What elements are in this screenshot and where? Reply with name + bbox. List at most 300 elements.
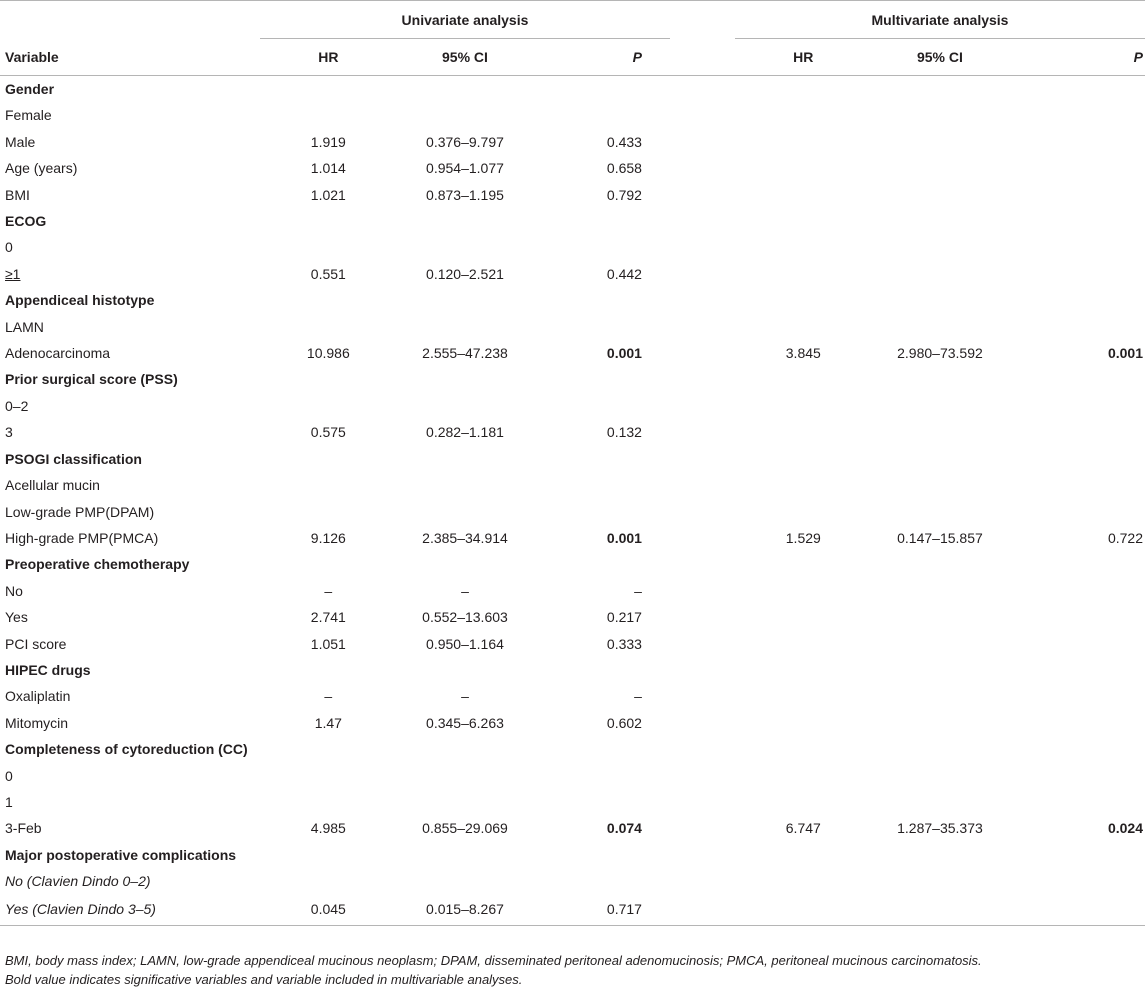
uni-hr-cell: 1.919 bbox=[310, 133, 346, 150]
multi-ci-cell bbox=[872, 208, 1009, 234]
multi-hr-cell bbox=[735, 551, 872, 577]
uni-hr-cell bbox=[260, 76, 397, 103]
table-row bbox=[0, 499, 1145, 525]
uni-ci-cell: 0.950–1.164 bbox=[426, 635, 504, 652]
multi-p-cell bbox=[1008, 366, 1145, 392]
uni-ci-cell bbox=[397, 314, 534, 340]
uni-p-cell: 0.717 bbox=[533, 895, 670, 926]
uni-ci-header: 95% CI bbox=[397, 39, 534, 76]
uni-hr-cell bbox=[260, 102, 397, 128]
uni-p-cell bbox=[533, 657, 670, 683]
uni-hr-cell: 10.986 bbox=[306, 345, 350, 362]
uni-p-header: P bbox=[533, 39, 670, 76]
uni-hr-cell bbox=[260, 789, 397, 815]
uni-p-cell bbox=[533, 208, 670, 234]
multi-ci-cell bbox=[872, 499, 1009, 525]
multi-p-cell bbox=[1008, 446, 1145, 472]
multi-hr-cell bbox=[735, 182, 872, 208]
multi-p-cell bbox=[1008, 208, 1145, 234]
uni-p-cell: 0.132 bbox=[606, 424, 642, 441]
uni-ci-cell: 0.345–6.263 bbox=[426, 714, 504, 731]
multi-hr-cell: 6.747 bbox=[785, 820, 821, 837]
gap-cell bbox=[670, 499, 735, 525]
variable-cell: BMI bbox=[5, 186, 30, 203]
gap-cell bbox=[670, 261, 735, 287]
multi-hr-cell bbox=[735, 578, 872, 604]
multi-p-cell bbox=[1008, 102, 1145, 128]
table-row bbox=[0, 340, 1145, 366]
table-footnotes bbox=[5, 951, 982, 989]
multi-hr-cell bbox=[735, 102, 872, 128]
table-row bbox=[0, 234, 1145, 260]
multi-ci-cell bbox=[872, 842, 1009, 868]
uni-hr-cell: 1.051 bbox=[310, 635, 346, 652]
table-body bbox=[0, 76, 1145, 926]
uni-p-cell: 0.442 bbox=[606, 265, 642, 282]
variable-cell: 0–2 bbox=[5, 397, 29, 414]
multi-hr-cell bbox=[735, 446, 872, 472]
uni-ci-cell: 2.385–34.914 bbox=[422, 529, 508, 546]
table-row bbox=[0, 604, 1145, 630]
table-row bbox=[0, 868, 1145, 894]
gap-cell bbox=[670, 393, 735, 419]
multi-ci-cell bbox=[872, 551, 1009, 577]
table-row bbox=[0, 683, 1145, 709]
multi-hr-cell bbox=[735, 472, 872, 498]
gap-cell bbox=[670, 789, 735, 815]
multi-hr-cell bbox=[735, 366, 872, 392]
multi-ci-cell bbox=[872, 366, 1009, 392]
gap-cell bbox=[670, 129, 735, 155]
table-row bbox=[0, 525, 1145, 551]
uni-p-cell bbox=[533, 102, 670, 128]
uni-ci-cell bbox=[397, 208, 534, 234]
variable-cell: High-grade PMP(PMCA) bbox=[5, 529, 159, 546]
multi-ci-cell bbox=[872, 657, 1009, 683]
multi-p-cell bbox=[1008, 393, 1145, 419]
variable-cell: Low-grade PMP(DPAM) bbox=[5, 503, 155, 520]
gap-cell bbox=[670, 657, 735, 683]
footnote-bold-note: Bold value indicates significative variables and variable included in multivariable analyses. bbox=[5, 972, 523, 987]
multi-p-cell bbox=[1008, 789, 1145, 815]
category-label: Major postoperative complications bbox=[5, 846, 237, 863]
uni-ci-cell bbox=[397, 551, 534, 577]
uni-hr-cell bbox=[260, 499, 397, 525]
gap-cell bbox=[670, 631, 735, 657]
multi-ci-cell bbox=[872, 129, 1009, 155]
uni-ci-cell bbox=[397, 446, 534, 472]
multi-hr-cell bbox=[735, 129, 872, 155]
multi-p-cell bbox=[1008, 182, 1145, 208]
variable-cell: 0 bbox=[5, 239, 13, 256]
variable-cell: 3-Feb bbox=[5, 820, 42, 837]
multi-hr-cell bbox=[735, 789, 872, 815]
uni-p-cell: – bbox=[634, 582, 642, 599]
category-row bbox=[0, 446, 1145, 472]
multi-p-cell bbox=[1008, 578, 1145, 604]
multi-ci-header: 95% CI bbox=[872, 39, 1009, 76]
variable-cell: LAMN bbox=[5, 318, 44, 335]
multi-ci-cell bbox=[872, 102, 1009, 128]
category-label: ECOG bbox=[5, 213, 47, 230]
table-row bbox=[0, 182, 1145, 208]
table-row bbox=[0, 102, 1145, 128]
multivariate-header bbox=[735, 1, 1145, 40]
uni-p-cell bbox=[533, 366, 670, 392]
multi-hr-cell bbox=[735, 393, 872, 419]
header-gap bbox=[670, 39, 735, 76]
gap-cell bbox=[670, 842, 735, 868]
gap-cell bbox=[670, 604, 735, 630]
variable-cell: 1 bbox=[5, 793, 13, 810]
uni-ci-cell bbox=[397, 763, 534, 789]
table-row bbox=[0, 155, 1145, 181]
multi-ci-cell: 1.287–35.373 bbox=[897, 820, 983, 837]
uni-ci-cell bbox=[397, 657, 534, 683]
uni-p-cell: 0.602 bbox=[606, 714, 642, 731]
uni-hr-cell bbox=[260, 208, 397, 234]
multi-ci-cell bbox=[872, 631, 1009, 657]
multi-ci-cell bbox=[872, 446, 1009, 472]
multi-ci-cell bbox=[872, 234, 1009, 260]
multi-p-cell: 0.001 bbox=[1107, 345, 1143, 362]
multi-hr-cell bbox=[735, 234, 872, 260]
multi-p-cell: 0.722 bbox=[1107, 529, 1143, 546]
uni-ci-cell: – bbox=[461, 582, 469, 599]
multi-hr-cell: 1.529 bbox=[785, 529, 821, 546]
multi-p-cell bbox=[1008, 683, 1145, 709]
univariate-header-label: Univariate analysis bbox=[260, 1, 670, 39]
uni-p-cell bbox=[533, 393, 670, 419]
multi-ci-cell bbox=[872, 287, 1009, 313]
uni-hr-cell: 4.985 bbox=[310, 820, 346, 837]
multi-p-cell bbox=[1008, 551, 1145, 577]
uni-hr-cell bbox=[260, 657, 397, 683]
uni-ci-cell bbox=[397, 789, 534, 815]
multi-hr-cell bbox=[735, 631, 872, 657]
category-label: Preoperative chemotherapy bbox=[5, 556, 190, 573]
multi-p-cell bbox=[1008, 763, 1145, 789]
uni-hr-cell bbox=[260, 763, 397, 789]
multi-hr-cell bbox=[735, 842, 872, 868]
multi-p-cell bbox=[1008, 472, 1145, 498]
uni-hr-cell: 9.126 bbox=[310, 529, 346, 546]
multi-ci-cell bbox=[872, 182, 1009, 208]
uni-p-cell bbox=[533, 736, 670, 762]
multi-hr-header: HR bbox=[735, 39, 872, 76]
category-label: HIPEC drugs bbox=[5, 661, 91, 678]
multi-p-cell bbox=[1008, 129, 1145, 155]
variable-cell: No (Clavien Dindo 0–2) bbox=[5, 873, 151, 890]
gap-cell bbox=[670, 366, 735, 392]
uni-p-cell: 0.001 bbox=[606, 345, 642, 362]
category-label: Completeness of cytoreduction (CC) bbox=[5, 741, 248, 758]
uni-ci-cell bbox=[397, 736, 534, 762]
table-row bbox=[0, 578, 1145, 604]
uni-ci-cell: 0.120–2.521 bbox=[426, 265, 504, 282]
uni-p-cell bbox=[533, 499, 670, 525]
uni-ci-cell: 0.855–29.069 bbox=[422, 820, 508, 837]
multi-p-cell bbox=[1008, 657, 1145, 683]
variable-cell: Female bbox=[5, 107, 52, 124]
uni-hr-cell bbox=[260, 842, 397, 868]
gap-cell bbox=[670, 287, 735, 313]
uni-p-cell bbox=[533, 76, 670, 103]
variable-cell: 0 bbox=[5, 767, 13, 784]
variable-cell: Yes (Clavien Dindo 3–5) bbox=[0, 895, 260, 926]
multi-hr-cell bbox=[735, 657, 872, 683]
multi-ci-cell: 2.980–73.592 bbox=[897, 345, 983, 362]
header-gap bbox=[670, 1, 735, 40]
uni-hr-cell: 0.551 bbox=[310, 265, 346, 282]
multi-p-cell bbox=[1008, 868, 1145, 894]
variable-header: Variable bbox=[0, 39, 260, 76]
gap-cell bbox=[670, 578, 735, 604]
uni-ci-cell: – bbox=[461, 688, 469, 705]
category-label: PSOGI classification bbox=[5, 450, 142, 467]
table-row bbox=[0, 763, 1145, 789]
uni-ci-cell: 0.015–8.267 bbox=[397, 895, 534, 926]
uni-p-cell: 0.074 bbox=[606, 820, 642, 837]
category-label: Appendiceal histotype bbox=[5, 292, 155, 309]
uni-ci-cell bbox=[397, 499, 534, 525]
uni-hr-cell: 0.575 bbox=[310, 424, 346, 441]
multi-ci-cell bbox=[872, 578, 1009, 604]
table-row bbox=[0, 261, 1145, 287]
multi-hr-cell bbox=[735, 155, 872, 181]
category-row bbox=[0, 657, 1145, 683]
multi-ci-cell bbox=[872, 683, 1009, 709]
multi-hr-cell bbox=[735, 736, 872, 762]
uni-ci-cell bbox=[397, 234, 534, 260]
multi-ci-cell bbox=[872, 868, 1009, 894]
multi-ci-cell bbox=[872, 393, 1009, 419]
uni-p-cell bbox=[533, 472, 670, 498]
variable-cell: No bbox=[5, 582, 23, 599]
uni-hr-header: HR bbox=[260, 39, 397, 76]
multi-hr-cell bbox=[735, 314, 872, 340]
multi-ci-cell bbox=[872, 419, 1009, 445]
multi-p-cell bbox=[1008, 736, 1145, 762]
multi-hr-cell bbox=[735, 287, 872, 313]
uni-p-cell bbox=[533, 314, 670, 340]
header-spacer bbox=[0, 1, 260, 40]
uni-p-cell bbox=[533, 446, 670, 472]
gap-cell bbox=[670, 683, 735, 709]
variable-cell: Adenocarcinoma bbox=[5, 345, 111, 362]
multi-p-cell bbox=[1008, 604, 1145, 630]
multi-p-cell bbox=[1008, 499, 1145, 525]
uni-p-cell bbox=[533, 234, 670, 260]
uni-hr-cell: – bbox=[324, 688, 333, 705]
uni-ci-cell bbox=[397, 102, 534, 128]
category-row bbox=[0, 76, 1145, 103]
multi-p-cell bbox=[1008, 419, 1145, 445]
multi-p-cell bbox=[1008, 631, 1145, 657]
univariate-header bbox=[260, 1, 670, 40]
variable-cell: Oxaliplatin bbox=[5, 688, 71, 705]
uni-p-cell bbox=[533, 287, 670, 313]
uni-p-cell: 0.792 bbox=[606, 186, 642, 203]
uni-ci-cell: 0.873–1.195 bbox=[426, 186, 504, 203]
gap-cell bbox=[670, 234, 735, 260]
uni-ci-cell: 0.552–13.603 bbox=[422, 609, 508, 626]
variable-cell: Acellular mucin bbox=[5, 477, 100, 494]
gap-cell bbox=[670, 868, 735, 894]
variable-cell: Yes bbox=[5, 609, 28, 626]
category-label: Prior surgical score (PSS) bbox=[5, 371, 178, 388]
variable-text: ≥1 bbox=[5, 265, 21, 282]
multi-ci-cell bbox=[872, 604, 1009, 630]
uni-hr-cell bbox=[260, 472, 397, 498]
multi-hr-cell bbox=[735, 895, 872, 926]
category-row bbox=[0, 736, 1145, 762]
multi-hr-cell bbox=[735, 76, 872, 103]
uni-ci-cell bbox=[397, 393, 534, 419]
uni-ci-cell bbox=[397, 76, 534, 103]
multi-ci-cell bbox=[872, 472, 1009, 498]
table-row bbox=[0, 710, 1145, 736]
table-row bbox=[0, 789, 1145, 815]
variable-cell: Male bbox=[5, 133, 36, 150]
uni-hr-cell bbox=[260, 736, 397, 762]
variable-cell bbox=[0, 261, 260, 287]
multi-p-cell bbox=[1008, 895, 1145, 926]
uni-hr-cell: 0.045 bbox=[260, 895, 397, 926]
table-row bbox=[0, 815, 1145, 841]
uni-ci-cell bbox=[397, 868, 534, 894]
category-row bbox=[0, 208, 1145, 234]
table-row bbox=[0, 631, 1145, 657]
multi-p-cell bbox=[1008, 261, 1145, 287]
uni-hr-cell: – bbox=[324, 582, 333, 599]
uni-hr-cell: 1.014 bbox=[310, 160, 346, 177]
uni-hr-cell: 2.741 bbox=[310, 609, 346, 626]
uni-p-cell bbox=[533, 551, 670, 577]
table-row bbox=[0, 472, 1145, 498]
category-row bbox=[0, 551, 1145, 577]
uni-hr-cell bbox=[260, 314, 397, 340]
multi-ci-cell: 0.147–15.857 bbox=[897, 529, 983, 546]
uni-p-cell: 0.433 bbox=[606, 133, 642, 150]
category-row bbox=[0, 366, 1145, 392]
multivariate-header-label: Multivariate analysis bbox=[735, 1, 1145, 39]
uni-hr-cell: 1.021 bbox=[310, 186, 346, 203]
multi-p-cell bbox=[1008, 76, 1145, 103]
uni-hr-cell bbox=[260, 446, 397, 472]
multi-ci-cell bbox=[872, 76, 1009, 103]
multi-hr-cell bbox=[735, 604, 872, 630]
gap-cell bbox=[670, 736, 735, 762]
variable-cell: Age (years) bbox=[5, 160, 78, 177]
multi-p-cell: 0.024 bbox=[1107, 820, 1143, 837]
gap-cell bbox=[670, 102, 735, 128]
uni-p-cell: 0.333 bbox=[606, 635, 642, 652]
uni-p-cell bbox=[533, 842, 670, 868]
table-row bbox=[0, 895, 1145, 926]
uni-ci-cell: 0.376–9.797 bbox=[426, 133, 504, 150]
multi-hr-cell bbox=[735, 868, 872, 894]
multi-ci-cell bbox=[872, 895, 1009, 926]
uni-hr-cell: 1.47 bbox=[314, 714, 342, 731]
multi-ci-cell bbox=[872, 155, 1009, 181]
multi-ci-cell bbox=[872, 736, 1009, 762]
table-row bbox=[0, 314, 1145, 340]
column-header-row bbox=[0, 39, 1145, 76]
gap-cell bbox=[670, 76, 735, 103]
category-row bbox=[0, 842, 1145, 868]
multi-p-cell bbox=[1008, 842, 1145, 868]
multi-p-cell bbox=[1008, 155, 1145, 181]
gap-cell bbox=[670, 895, 735, 926]
gap-cell bbox=[670, 340, 735, 366]
uni-ci-cell: 2.555–47.238 bbox=[422, 345, 508, 362]
gap-cell bbox=[670, 525, 735, 551]
multi-p-cell bbox=[1008, 314, 1145, 340]
gap-cell bbox=[670, 419, 735, 445]
gap-cell bbox=[670, 446, 735, 472]
uni-hr-cell bbox=[260, 551, 397, 577]
multi-ci-cell bbox=[872, 314, 1009, 340]
multi-p-header: P bbox=[1008, 39, 1145, 76]
uni-p-cell: 0.658 bbox=[606, 160, 642, 177]
multi-ci-cell bbox=[872, 789, 1009, 815]
gap-cell bbox=[670, 208, 735, 234]
uni-hr-cell bbox=[260, 868, 397, 894]
gap-cell bbox=[670, 763, 735, 789]
uni-ci-cell bbox=[397, 472, 534, 498]
uni-ci-cell: 0.282–1.181 bbox=[426, 424, 504, 441]
gap-cell bbox=[670, 551, 735, 577]
uni-p-cell bbox=[533, 868, 670, 894]
multi-hr-cell bbox=[735, 499, 872, 525]
uni-hr-cell bbox=[260, 234, 397, 260]
variable-cell: 3 bbox=[5, 424, 13, 441]
footnote-abbreviations: BMI, body mass index; LAMN, low-grade appendiceal mucinous neoplasm; DPAM, disseminated peritoneal adenomucinosis; PMCA, peritoneal mucinous carcinomatosis. bbox=[5, 953, 982, 968]
multi-hr-cell bbox=[735, 763, 872, 789]
multi-hr-cell bbox=[735, 710, 872, 736]
uni-hr-cell bbox=[260, 393, 397, 419]
gap-cell bbox=[670, 710, 735, 736]
table-row bbox=[0, 393, 1145, 419]
uni-p-cell: – bbox=[634, 688, 642, 705]
uni-p-cell: 0.001 bbox=[606, 529, 642, 546]
multi-hr-cell bbox=[735, 208, 872, 234]
multi-ci-cell bbox=[872, 710, 1009, 736]
multi-p-cell bbox=[1008, 234, 1145, 260]
multi-ci-cell bbox=[872, 763, 1009, 789]
uni-p-cell: 0.217 bbox=[606, 609, 642, 626]
gap-cell bbox=[670, 182, 735, 208]
multi-hr-cell bbox=[735, 683, 872, 709]
multi-ci-cell bbox=[872, 261, 1009, 287]
gap-cell bbox=[670, 815, 735, 841]
uni-p-cell bbox=[533, 763, 670, 789]
variable-cell: PCI score bbox=[5, 635, 67, 652]
gap-cell bbox=[670, 314, 735, 340]
uni-ci-cell: 0.954–1.077 bbox=[426, 160, 504, 177]
multi-p-cell bbox=[1008, 710, 1145, 736]
table-row bbox=[0, 419, 1145, 445]
multi-hr-cell bbox=[735, 261, 872, 287]
gap-cell bbox=[670, 472, 735, 498]
group-header-row bbox=[0, 1, 1145, 40]
multi-hr-cell bbox=[735, 419, 872, 445]
gap-cell bbox=[670, 155, 735, 181]
uni-ci-cell bbox=[397, 366, 534, 392]
uni-ci-cell bbox=[397, 842, 534, 868]
category-row bbox=[0, 287, 1145, 313]
